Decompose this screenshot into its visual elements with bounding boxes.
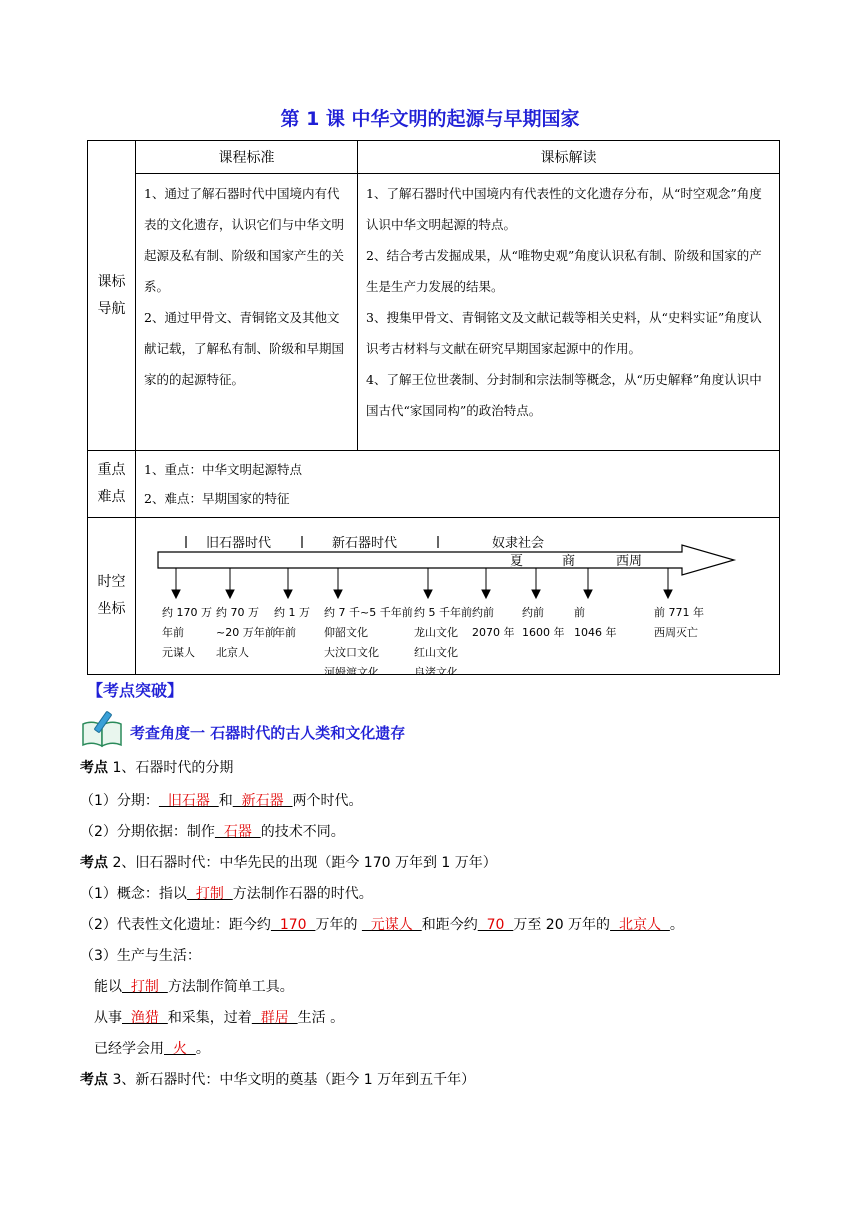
fire-line: 已经学会用 火 。 [94,1041,210,1057]
timeline-point-label: 约 5 千年前 [414,606,472,619]
key-point: 1、重点：中华文明起源特点 [144,462,302,477]
timeline-point-label: 前 771 年 [654,606,704,619]
concept-line: （1）概念：指以 打制 方法制作石器的时代。 [80,886,373,902]
timeline-point-label: 年前 [162,626,184,639]
dynasty-label: 商 [562,554,576,569]
timeline-point-label: 仰韶文化 [324,626,368,639]
timeline-tick-arrowhead [424,590,432,598]
timeline-tick-arrowhead [334,590,342,598]
timeline-point-label: 良渚文化 [414,666,458,674]
timeline-point-label: 河姆渡文化 [324,666,379,674]
timeline-tick-arrowhead [664,590,672,598]
timeline-point-label: ~20 万年前 [216,626,276,639]
tools-line: 能以 打制 方法制作简单工具。 [94,979,294,995]
row-head-timeline: 时空 坐标 [88,518,136,675]
timeline-point-label: 约前 [522,606,544,619]
interpretation-item: 1、了解石器时代中国境内有代表性的文化遗存分布，从“时空观念”角度认识中华文明起源的特点。 [366,186,762,232]
timeline-tick-arrowhead [482,590,490,598]
timeline-point-label: 约 170 万 [162,606,212,619]
era-label: 旧石器时代 [206,536,272,551]
key-point: 2、难点：早期国家的特征 [144,491,290,506]
key-points-cell [136,451,780,518]
sites-line: （2）代表性文化遗址：距今约 170 万年的 元谋人 和距今约 70 万至 20 万年的 北京人 。 [80,917,684,933]
timeline-point-label: 年前 [274,626,296,639]
row-head-key-points: 重点 难点 [88,451,136,518]
timeline-point-label: 西周灭亡 [654,626,698,639]
standard-item: 2、通过甲骨文、青铜铭文及其他文献记载，了解私有制、阶级和早期国家的的起源特征。 [144,310,345,387]
course-standard-table [87,140,780,675]
angle-title: 考查角度一 石器时代的古人类和文化遗存 [130,724,406,742]
kaodian-3: 考点 3、新石器时代：中华文明的奠基（距今 1 万年到五千年） [80,1072,476,1088]
timeline-cell [136,518,780,675]
timeline-point-label: 约 7 千~5 千年前 [324,606,413,619]
timeline-point-label: 前 [574,606,585,619]
col-header-interpretation: 课标解读 [358,141,780,174]
book-pencil-icon [80,708,126,748]
timeline-point-label: 1600 年 [522,626,565,639]
standard-item: 1、通过了解石器时代中国境内有代表的文化遗存，认识它们与中华文明起源及私有制、阶级和国家产生的关系。 [144,186,345,294]
period-line: （1）分期： 旧石器 和 新石器 两个时代。 [80,793,363,809]
timeline-point-label: 北京人 [216,646,249,659]
timeline-point-label: 红山文化 [414,646,458,659]
timeline-tick-arrowhead [284,590,292,598]
era-label: 奴隶社会 [492,536,545,551]
kaodian-2: 考点 2、旧石器时代：中华先民的出现（距今 170 万年到 1 万年） [80,855,497,871]
timeline-tick-arrowhead [584,590,592,598]
kaodian-1: 考点 1、石器时代的分期 [80,760,234,776]
timeline-point-label: 约 70 万 [216,606,259,619]
row-head-navigation: 课标 导航 [88,141,136,451]
timeline-point-label: 龙山文化 [414,626,458,639]
basis-line: （2）分期依据：制作 石器 的技术不同。 [80,824,345,840]
standards-cell [136,174,358,451]
timeline-point-label: 1046 年 [574,626,617,639]
timeline-diagram [136,518,780,674]
life-heading: （3）生产与生活： [80,948,201,964]
section-title: 【考点突破】 [87,681,184,700]
timeline-point-label: 约 1 万 [274,606,310,619]
timeline-point-label: 约前 [472,606,494,619]
angle-header [80,708,780,748]
interpretation-item: 2、结合考古发掘成果，从“唯物史观”角度认识私有制、阶级和国家的产生是生产力发展的结果。 [366,248,762,294]
col-header-standard: 课程标准 [136,141,358,174]
timeline-tick-arrowhead [226,590,234,598]
page-title: 第 1 课 中华文明的起源与早期国家 [280,108,580,130]
dynasty-label: 西周 [616,554,643,569]
timeline-tick-arrowhead [532,590,540,598]
interpretations-cell [358,174,780,451]
hunting-line: 从事 渔猎 和采集，过着 群居 生活 。 [94,1010,345,1026]
interpretation-item: 4、了解王位世袭制、分封制和宗法制等概念，从“历史解释”角度认识中国古代“家国同构”的政治特点。 [366,372,762,418]
timeline-point-label: 2070 年 [472,626,515,639]
interpretation-item: 3、搜集甲骨文、青铜铭文及文献记载等相关史料，从“史料实证”角度认识考古材料与文献在研究早期国家起源中的作用。 [366,310,762,356]
timeline-point-label: 大汶口文化 [324,646,379,659]
dynasty-label: 夏 [510,554,524,569]
timeline-point-label: 元谋人 [162,646,195,659]
timeline-tick-arrowhead [172,590,180,598]
era-label: 新石器时代 [332,536,398,551]
